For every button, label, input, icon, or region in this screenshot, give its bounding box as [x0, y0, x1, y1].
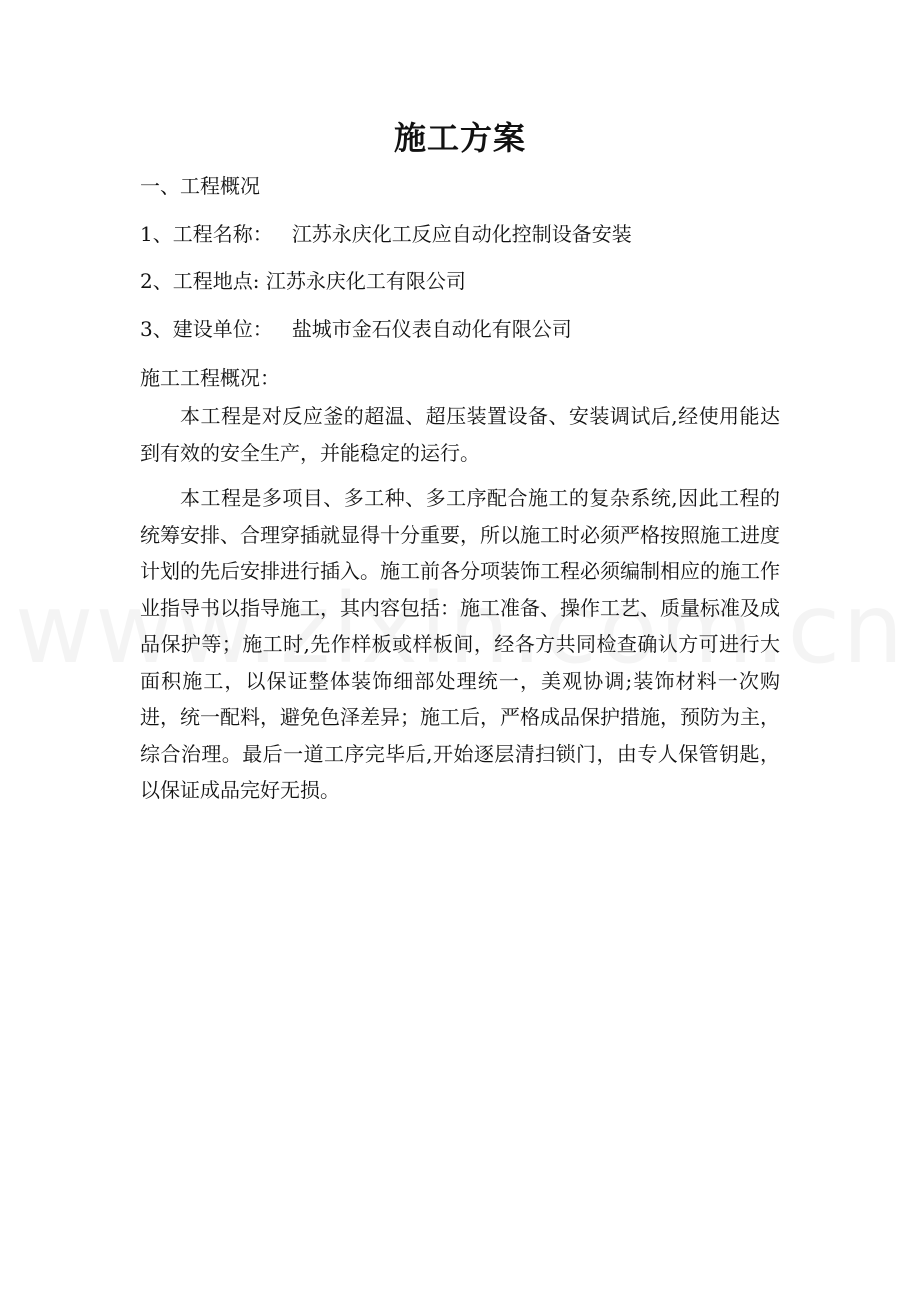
overview-paragraph-1: 本工程是对反应釜的超温、超压装置设备、安装调试后,经使用能达到有效的安全生产，并能稳定的运行。 — [140, 404, 780, 465]
project-name-label: 1、工程名称： — [140, 222, 273, 246]
section-heading: 一、工程概况 — [140, 174, 260, 198]
construction-unit-value: 盐城市金石仪表自动化有限公司 — [291, 317, 572, 341]
project-location-label: 2、工程地点: — [140, 269, 260, 293]
construction-unit-item — [140, 315, 572, 343]
project-location-item — [140, 267, 466, 295]
project-name-value: 江苏永庆化工反应自动化控制设备安装 — [291, 222, 632, 246]
page-title: 施工方案 — [393, 119, 526, 157]
construction-unit-label: 3、建设单位： — [140, 317, 273, 341]
project-location-value: 江苏永庆化工有限公司 — [265, 269, 466, 293]
overview-heading: 施工工程概况： — [140, 366, 280, 390]
project-name-item — [140, 220, 632, 248]
overview-paragraph-2: 本工程是多项目、多工种、多工序配合施工的复杂系统,因此工程的统筹安排、合理穿插就显得十分重要，所以施工时必须严格按照施工进度计划的先后安排进行插入。施工前各分项装饰工程必须编制相应的施工作业指导书以指导施工，其内容包括：施工准备、操作工艺、质量标准及成品保护等；施工时,先作样板或样板间，经各方共同检查确认方可进行大面积施工，以保证整体装饰细部处理统一，美观协调;装饰材料一次购进，统一配料，避免色泽差异；施工后，严格成品保护措施，预防为主，综合治理。最后一道工序完毕后,开始逐层清扫锁门，由专人保管钥匙，以保证成品完好无损。 — [140, 486, 780, 802]
